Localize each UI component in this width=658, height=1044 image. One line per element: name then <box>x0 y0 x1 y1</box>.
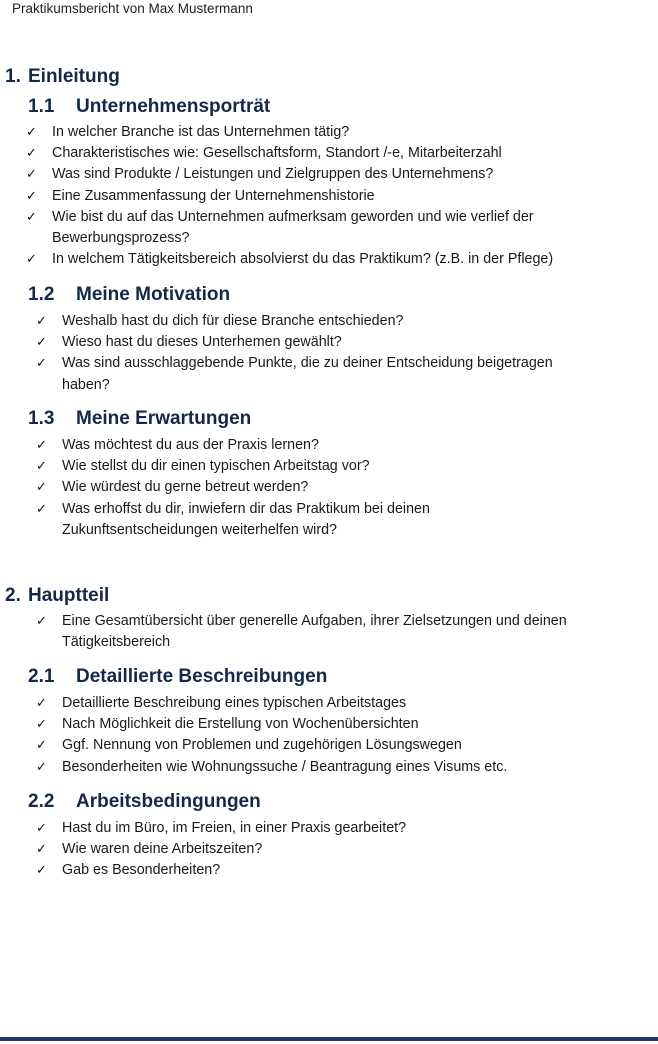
list-item: ✓ Weshalb hast du dich für diese Branche entschieden? <box>36 311 596 332</box>
heading-title: Unternehmensporträt <box>76 96 271 117</box>
heading-unternehmensportraet <box>28 96 270 118</box>
list-item: ✓ Wie bist du auf das Unternehmen aufmerksam geworden und wie verlief der Bewerbungsprozess? <box>26 208 534 247</box>
check-icon: ✓ <box>36 480 47 496</box>
list-motivation <box>36 311 596 396</box>
list-item: ✓ Hast du im Büro, im Freien, in einer Praxis gearbeitet? <box>36 818 596 839</box>
list-item: ✓ Gab es Besonderheiten? <box>36 860 596 881</box>
page-header: Praktikumsbericht von Max Mustermann <box>12 1 253 16</box>
check-icon: ✓ <box>26 252 37 268</box>
check-icon: ✓ <box>36 501 47 517</box>
heading-number: 1. <box>5 66 21 87</box>
check-icon: ✓ <box>26 167 37 183</box>
check-icon: ✓ <box>36 842 47 858</box>
list-beschreibungen <box>36 693 596 778</box>
list-item: ✓ Detaillierte Beschreibung eines typischen Arbeitstages <box>36 693 596 714</box>
check-icon: ✓ <box>26 188 37 204</box>
check-icon: ✓ <box>36 696 47 711</box>
heading-title: Detaillierte Beschreibungen <box>76 666 328 687</box>
list-item: ✓ Was sind ausschlaggebende Punkte, die zu deiner Entscheidung beigetragen haben? <box>36 355 553 393</box>
list-arbeitsbedingungen <box>36 818 596 882</box>
list-item: ✓ Eine Zusammenfassung der Unternehmenshistorie <box>26 186 586 207</box>
heading-title: Einleitung <box>28 66 120 87</box>
heading-erwartungen <box>28 408 251 430</box>
check-icon: ✓ <box>26 146 37 162</box>
heading-title: Hauptteil <box>28 585 110 606</box>
heading-arbeitsbedingungen <box>28 791 261 813</box>
list-item: ✓ Wie würdest du gerne betreut werden? <box>36 477 596 498</box>
list-item: ✓ In welcher Branche ist das Unternehmen tätig? <box>26 122 586 143</box>
heading-number: 1.3 <box>28 408 55 429</box>
check-icon: ✓ <box>36 438 47 453</box>
heading-number: 2. <box>5 585 21 606</box>
list-item: ✓ Eine Gesamtübersicht über generelle Aufgaben, ihrer Zielsetzungen und deinen Tätigkeitsbereich <box>36 613 567 651</box>
list-item: ✓ Besonderheiten wie Wohnungssuche / Beantragung eines Visums etc. <box>36 757 596 778</box>
check-icon: ✓ <box>36 821 47 836</box>
list-item: ✓ In welchem Tätigkeitsbereich absolvierst du das Praktikum? (z.B. in der Pflege) <box>26 249 586 270</box>
check-icon: ✓ <box>36 314 47 329</box>
heading-einleitung <box>5 66 120 88</box>
list-item: ✓ Was erhoffst du dir, inwiefern dir das Praktikum bei deinen Zukunftsentscheidungen weiterhelfen wird? <box>36 500 430 538</box>
check-icon: ✓ <box>26 125 37 140</box>
check-icon: ✓ <box>36 717 47 733</box>
list-item: ✓ Wieso hast du dieses Unterhemen gewählt? <box>36 332 596 353</box>
check-icon: ✓ <box>36 863 47 879</box>
list-item: ✓ Was möchtest du aus der Praxis lernen? <box>36 435 596 456</box>
list-item: ✓ Charakteristisches wie: Gesellschaftsform, Standort /-e, Mitarbeiterzahl <box>26 143 586 164</box>
list-unternehmensportraet <box>26 122 586 270</box>
check-icon: ✓ <box>26 209 37 225</box>
check-icon: ✓ <box>36 459 47 475</box>
heading-number: 2.1 <box>28 666 55 687</box>
heading-motivation <box>28 284 230 306</box>
heading-number: 1.2 <box>28 284 55 305</box>
heading-title: Meine Motivation <box>76 284 231 305</box>
check-icon: ✓ <box>36 759 47 775</box>
check-icon: ✓ <box>36 356 47 372</box>
heading-title: Arbeitsbedingungen <box>76 791 261 812</box>
heading-hauptteil <box>5 585 109 607</box>
list-item: ✓ Nach Möglichkeit die Erstellung von Wochenübersichten <box>36 714 596 735</box>
list-item: ✓ Wie waren deine Arbeitszeiten? <box>36 839 596 860</box>
list-item: ✓ Was sind Produkte / Leistungen und Zielgruppen des Unternehmens? <box>26 164 586 185</box>
footer-divider <box>0 1037 658 1041</box>
check-icon: ✓ <box>36 335 47 351</box>
list-item: ✓ Ggf. Nennung von Problemen und zugehörigen Lösungswegen <box>36 735 596 756</box>
heading-beschreibungen <box>28 666 327 688</box>
heading-number: 2.2 <box>28 791 55 812</box>
heading-number: 1.1 <box>28 96 55 117</box>
heading-title: Meine Erwartungen <box>76 408 252 429</box>
list-hauptteil <box>36 611 596 653</box>
list-erwartungen <box>36 435 596 541</box>
list-item: ✓ Wie stellst du dir einen typischen Arbeitstag vor? <box>36 456 596 477</box>
check-icon: ✓ <box>36 614 47 629</box>
check-icon: ✓ <box>36 738 47 754</box>
